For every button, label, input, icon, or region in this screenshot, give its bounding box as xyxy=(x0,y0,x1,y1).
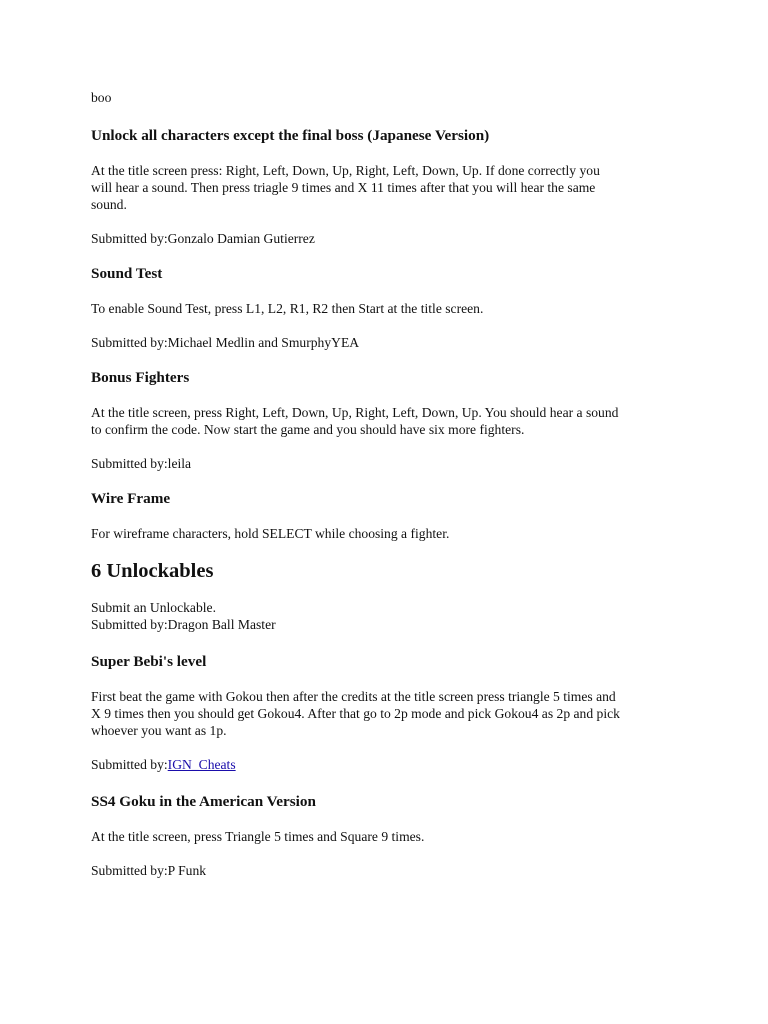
body-line: To enable Sound Test, press L1, L2, R1, R2 then Start at the title screen. xyxy=(91,301,484,316)
submitter-name: P Funk xyxy=(167,863,207,878)
body-line: At the title screen, press Right, Left, Down, Up, Right, Left, Down, Up. You should hear a sound xyxy=(91,405,619,420)
submitted-by xyxy=(91,756,691,773)
submitted-label: Submitted by: xyxy=(91,231,168,246)
unlockables-intro xyxy=(91,599,691,633)
body-line: will hear a sound. Then press triagle 9 times and X 11 times after that you will hear the same xyxy=(91,180,596,195)
body-line: At the title screen, press Triangle 5 times and Square 9 times. xyxy=(91,829,425,844)
unlockable-title-super-bebi: Super Bebi's level xyxy=(91,653,207,670)
submitted-label: Submitted by: xyxy=(91,456,168,471)
cheat-title-wire-frame: Wire Frame xyxy=(91,490,171,507)
body-line: sound. xyxy=(91,197,127,212)
cheat-title-sound-test: Sound Test xyxy=(91,265,163,282)
submitter-name: Gonzalo Damian Gutierrez xyxy=(167,231,315,246)
submitted-by: Submitted by:Dragon Ball Master xyxy=(91,617,276,632)
body-line: whoever you want as 1p. xyxy=(91,723,227,738)
section-heading-unlockables: 6 Unlockables xyxy=(91,560,214,582)
submitted-by xyxy=(91,862,691,879)
ign-cheats-link[interactable]: IGN_Cheats xyxy=(167,757,236,772)
cheat-title-bonus-fighters: Bonus Fighters xyxy=(91,369,190,386)
body-line: X 9 times then you should get Gokou4. After that go to 2p mode and pick Gokou4 as 2p and pick xyxy=(91,706,620,721)
cheat-title-unlock-characters: Unlock all characters except the final boss (Japanese Version) xyxy=(91,127,490,144)
cheat-body-unlock-characters xyxy=(91,162,691,213)
body-line: For wireframe characters, hold SELECT while choosing a fighter. xyxy=(91,526,450,541)
submitter-name: Michael Medlin and SmurphyYEA xyxy=(167,335,360,350)
submitted-label: Submitted by: xyxy=(91,757,168,772)
submitted-by xyxy=(91,230,691,247)
submitted-by xyxy=(91,455,691,472)
document-page xyxy=(91,89,691,879)
submitted-label: Submitted by: xyxy=(91,335,168,350)
body-line: to confirm the code. Now start the game and you should have six more fighters. xyxy=(91,422,525,437)
cheat-body-bonus-fighters xyxy=(91,404,691,438)
unlockable-body-super-bebi xyxy=(91,688,691,739)
body-line: First beat the game with Gokou then after the credits at the title screen press triangle 5 times and xyxy=(91,689,616,704)
submitted-by xyxy=(91,334,691,351)
body-line: At the title screen press: Right, Left, Down, Up, Right, Left, Down, Up. If done correctly you xyxy=(91,163,600,178)
intro-text: boo xyxy=(91,90,112,105)
submit-unlockable-text: Submit an Unlockable. xyxy=(91,600,216,615)
submitted-label: Submitted by: xyxy=(91,863,168,878)
unlockable-title-ss4-goku: SS4 Goku in the American Version xyxy=(91,793,316,810)
submitter-name: leila xyxy=(167,456,192,471)
